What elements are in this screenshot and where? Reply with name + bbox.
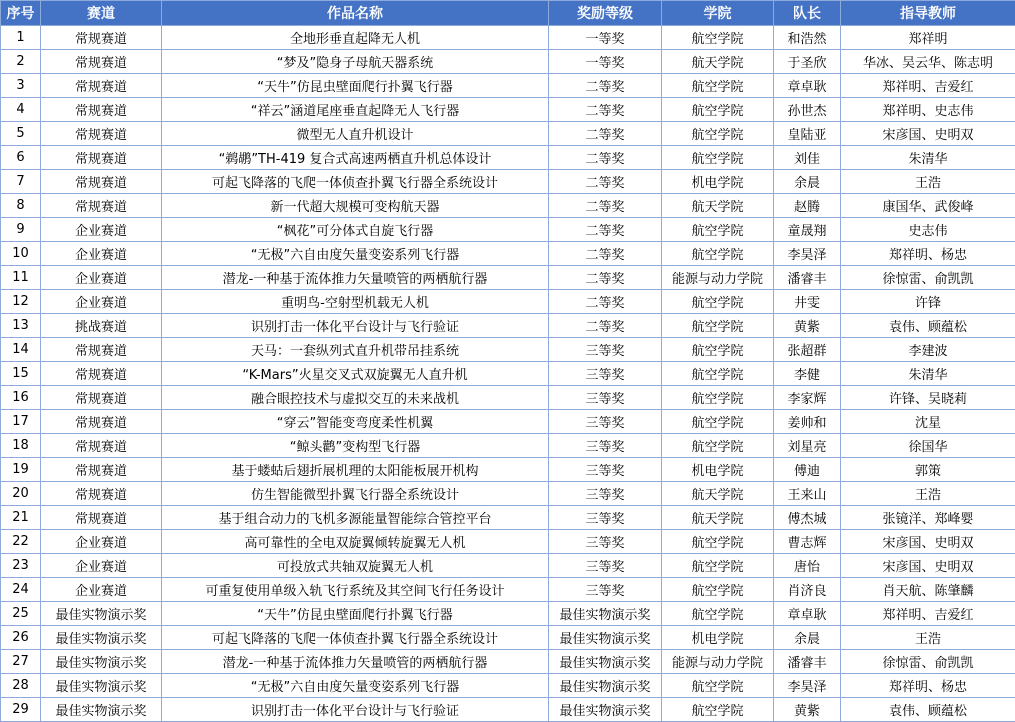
cell-captain: 和浩然	[774, 26, 841, 50]
cell-captain: 曹志辉	[774, 530, 841, 554]
cell-index: 28	[1, 674, 41, 698]
cell-captain: 潘睿丰	[774, 650, 841, 674]
cell-track: 常规赛道	[41, 458, 162, 482]
cell-work-title: 可重复使用单级入轨飞行系统及其空间飞行任务设计	[162, 578, 549, 602]
cell-advisor: 郑祥明	[841, 26, 1015, 50]
cell-award-level: 二等奖	[549, 218, 662, 242]
cell-index: 22	[1, 530, 41, 554]
table-row	[1, 50, 1015, 74]
cell-advisor: 宋彦国、史明双	[841, 122, 1015, 146]
cell-advisor: 王浩	[841, 482, 1015, 506]
cell-award-level: 最佳实物演示奖	[549, 602, 662, 626]
cell-captain: 唐怡	[774, 554, 841, 578]
cell-college: 航空学院	[662, 674, 774, 698]
cell-work-title: 识别打击一体化平台设计与飞行验证	[162, 698, 549, 722]
cell-award-level: 二等奖	[549, 146, 662, 170]
table-row	[1, 554, 1015, 578]
cell-work-title: “鲸头鹳”变构型飞行器	[162, 434, 549, 458]
cell-advisor: 王浩	[841, 170, 1015, 194]
cell-advisor: 朱清华	[841, 362, 1015, 386]
cell-college: 航空学院	[662, 410, 774, 434]
cell-work-title: 重明鸟-空射型机载无人机	[162, 290, 549, 314]
cell-index: 9	[1, 218, 41, 242]
cell-advisor: 史志伟	[841, 218, 1015, 242]
cell-track: 最佳实物演示奖	[41, 698, 162, 722]
cell-track: 最佳实物演示奖	[41, 650, 162, 674]
cell-college: 机电学院	[662, 458, 774, 482]
cell-track: 常规赛道	[41, 98, 162, 122]
cell-advisor: 宋彦国、史明双	[841, 530, 1015, 554]
cell-advisor: 李建波	[841, 338, 1015, 362]
cell-track: 常规赛道	[41, 338, 162, 362]
cell-index: 6	[1, 146, 41, 170]
cell-index: 17	[1, 410, 41, 434]
cell-advisor: 郑祥明、吉爱红	[841, 74, 1015, 98]
cell-college: 航空学院	[662, 314, 774, 338]
cell-college: 航空学院	[662, 362, 774, 386]
cell-advisor: 徐惊雷、俞凯凯	[841, 266, 1015, 290]
cell-index: 5	[1, 122, 41, 146]
table-row	[1, 170, 1015, 194]
cell-award-level: 三等奖	[549, 362, 662, 386]
cell-track: 常规赛道	[41, 194, 162, 218]
cell-captain: 李昊泽	[774, 242, 841, 266]
cell-captain: 余晨	[774, 626, 841, 650]
cell-award-level: 二等奖	[549, 242, 662, 266]
cell-index: 29	[1, 698, 41, 722]
table-row	[1, 194, 1015, 218]
cell-captain: 刘佳	[774, 146, 841, 170]
cell-captain: 傅迪	[774, 458, 841, 482]
cell-track: 最佳实物演示奖	[41, 626, 162, 650]
cell-advisor: 郑祥明、杨忠	[841, 242, 1015, 266]
cell-award-level: 三等奖	[549, 482, 662, 506]
cell-captain: 余晨	[774, 170, 841, 194]
cell-award-level: 二等奖	[549, 314, 662, 338]
cell-advisor: 王浩	[841, 626, 1015, 650]
cell-track: 常规赛道	[41, 410, 162, 434]
cell-advisor: 华冰、吴云华、陈志明	[841, 50, 1015, 74]
cell-work-title: 可投放式共轴双旋翼无人机	[162, 554, 549, 578]
cell-work-title: “无极”六自由度矢量变姿系列飞行器	[162, 674, 549, 698]
cell-captain: 李家辉	[774, 386, 841, 410]
cell-advisor: 肖天航、陈肇麟	[841, 578, 1015, 602]
cell-track: 常规赛道	[41, 146, 162, 170]
cell-index: 11	[1, 266, 41, 290]
cell-award-level: 最佳实物演示奖	[549, 674, 662, 698]
cell-work-title: “鹈鹕”TH-419 复合式高速两栖直升机总体设计	[162, 146, 549, 170]
table-row	[1, 482, 1015, 506]
table-row	[1, 242, 1015, 266]
cell-award-level: 二等奖	[549, 266, 662, 290]
cell-award-level: 二等奖	[549, 122, 662, 146]
cell-track: 常规赛道	[41, 482, 162, 506]
table-row	[1, 290, 1015, 314]
cell-captain: 肖济良	[774, 578, 841, 602]
cell-track: 企业赛道	[41, 530, 162, 554]
cell-track: 常规赛道	[41, 362, 162, 386]
cell-track: 常规赛道	[41, 122, 162, 146]
cell-captain: 傅杰城	[774, 506, 841, 530]
cell-index: 7	[1, 170, 41, 194]
cell-college: 航空学院	[662, 122, 774, 146]
cell-college: 航空学院	[662, 242, 774, 266]
cell-track: 企业赛道	[41, 578, 162, 602]
cell-track: 企业赛道	[41, 266, 162, 290]
cell-work-title: “祥云”涵道尾座垂直起降无人飞行器	[162, 98, 549, 122]
cell-work-title: 潜龙-一种基于流体推力矢量喷管的两栖航行器	[162, 266, 549, 290]
cell-college: 航空学院	[662, 290, 774, 314]
cell-track: 最佳实物演示奖	[41, 674, 162, 698]
cell-track: 企业赛道	[41, 242, 162, 266]
cell-college: 航天学院	[662, 482, 774, 506]
table-row	[1, 650, 1015, 674]
cell-work-title: 高可靠性的全电双旋翼倾转旋翼无人机	[162, 530, 549, 554]
cell-captain: 孙世杰	[774, 98, 841, 122]
cell-track: 常规赛道	[41, 26, 162, 50]
table-row	[1, 338, 1015, 362]
cell-college: 机电学院	[662, 626, 774, 650]
cell-work-title: 潜龙-一种基于流体推力矢量喷管的两栖航行器	[162, 650, 549, 674]
cell-captain: 王来山	[774, 482, 841, 506]
cell-award-level: 三等奖	[549, 410, 662, 434]
cell-award-level: 三等奖	[549, 434, 662, 458]
header-row	[1, 1, 1015, 26]
table-row	[1, 314, 1015, 338]
cell-track: 常规赛道	[41, 74, 162, 98]
cell-award-level: 二等奖	[549, 194, 662, 218]
cell-index: 27	[1, 650, 41, 674]
table-row	[1, 434, 1015, 458]
cell-college: 航空学院	[662, 218, 774, 242]
cell-work-title: 可起飞降落的飞爬一体侦查扑翼飞行器全系统设计	[162, 626, 549, 650]
cell-track: 常规赛道	[41, 170, 162, 194]
cell-advisor: 张镜洋、郑峰婴	[841, 506, 1015, 530]
cell-advisor: 袁伟、顾蕴松	[841, 698, 1015, 722]
cell-advisor: 许锋、吴晓莉	[841, 386, 1015, 410]
cell-college: 航空学院	[662, 98, 774, 122]
cell-work-title: 仿生智能微型扑翼飞行器全系统设计	[162, 482, 549, 506]
cell-college: 航天学院	[662, 194, 774, 218]
cell-college: 航空学院	[662, 578, 774, 602]
table-row	[1, 602, 1015, 626]
cell-work-title: 基于蝼蛄后翅折展机理的太阳能板展开机构	[162, 458, 549, 482]
cell-college: 航空学院	[662, 146, 774, 170]
cell-advisor: 郭策	[841, 458, 1015, 482]
col-header-college: 学院	[662, 1, 774, 26]
cell-work-title: 识别打击一体化平台设计与飞行验证	[162, 314, 549, 338]
table-row	[1, 674, 1015, 698]
cell-index: 26	[1, 626, 41, 650]
cell-captain: 章卓耿	[774, 74, 841, 98]
table-row	[1, 386, 1015, 410]
cell-award-level: 三等奖	[549, 578, 662, 602]
cell-captain: 潘睿丰	[774, 266, 841, 290]
cell-track: 常规赛道	[41, 506, 162, 530]
cell-track: 最佳实物演示奖	[41, 602, 162, 626]
cell-index: 13	[1, 314, 41, 338]
cell-college: 航空学院	[662, 530, 774, 554]
table-row	[1, 410, 1015, 434]
table-row	[1, 98, 1015, 122]
cell-college: 航空学院	[662, 434, 774, 458]
cell-work-title: “天牛”仿昆虫壁面爬行扑翼飞行器	[162, 74, 549, 98]
cell-index: 14	[1, 338, 41, 362]
cell-work-title: “K-Mars”火星交叉式双旋翼无人直升机	[162, 362, 549, 386]
cell-captain: 赵腾	[774, 194, 841, 218]
table-row	[1, 122, 1015, 146]
cell-advisor: 沈星	[841, 410, 1015, 434]
cell-award-level: 二等奖	[549, 290, 662, 314]
cell-index: 12	[1, 290, 41, 314]
cell-college: 航空学院	[662, 386, 774, 410]
cell-college: 航空学院	[662, 74, 774, 98]
cell-advisor: 徐国华	[841, 434, 1015, 458]
cell-work-title: 基于组合动力的飞机多源能量智能综合管控平台	[162, 506, 549, 530]
cell-work-title: 微型无人直升机设计	[162, 122, 549, 146]
cell-captain: 刘星亮	[774, 434, 841, 458]
table-row	[1, 458, 1015, 482]
cell-college: 航空学院	[662, 26, 774, 50]
cell-captain: 姜帅和	[774, 410, 841, 434]
cell-captain: 于圣欣	[774, 50, 841, 74]
cell-track: 挑战赛道	[41, 314, 162, 338]
cell-advisor: 徐惊雷、俞凯凯	[841, 650, 1015, 674]
cell-index: 25	[1, 602, 41, 626]
cell-track: 常规赛道	[41, 434, 162, 458]
cell-index: 21	[1, 506, 41, 530]
cell-work-title: “天牛”仿昆虫壁面爬行扑翼飞行器	[162, 602, 549, 626]
cell-index: 23	[1, 554, 41, 578]
cell-index: 20	[1, 482, 41, 506]
col-header-index: 序号	[1, 1, 41, 26]
table-row	[1, 530, 1015, 554]
cell-college: 航空学院	[662, 698, 774, 722]
cell-captain: 皇陆亚	[774, 122, 841, 146]
cell-captain: 张超群	[774, 338, 841, 362]
cell-advisor: 许锋	[841, 290, 1015, 314]
cell-track: 企业赛道	[41, 290, 162, 314]
table-row	[1, 698, 1015, 722]
cell-advisor: 郑祥明、史志伟	[841, 98, 1015, 122]
cell-track: 企业赛道	[41, 554, 162, 578]
col-header-advisor: 指导教师	[841, 1, 1015, 26]
cell-advisor: 朱清华	[841, 146, 1015, 170]
cell-index: 10	[1, 242, 41, 266]
cell-college: 航天学院	[662, 506, 774, 530]
cell-index: 8	[1, 194, 41, 218]
cell-advisor: 郑祥明、杨忠	[841, 674, 1015, 698]
cell-award-level: 一等奖	[549, 50, 662, 74]
cell-captain: 童晟翔	[774, 218, 841, 242]
cell-index: 24	[1, 578, 41, 602]
table-row	[1, 578, 1015, 602]
cell-advisor: 宋彦国、史明双	[841, 554, 1015, 578]
cell-college: 能源与动力学院	[662, 266, 774, 290]
cell-award-level: 三等奖	[549, 506, 662, 530]
cell-award-level: 二等奖	[549, 170, 662, 194]
cell-index: 2	[1, 50, 41, 74]
table-row	[1, 74, 1015, 98]
cell-work-title: “无极”六自由度矢量变姿系列飞行器	[162, 242, 549, 266]
table-row	[1, 26, 1015, 50]
cell-work-title: “梦及”隐身子母航天器系统	[162, 50, 549, 74]
col-header-work-title: 作品名称	[162, 1, 549, 26]
cell-track: 常规赛道	[41, 386, 162, 410]
cell-track: 企业赛道	[41, 218, 162, 242]
cell-work-title: 融合眼控技术与虚拟交互的未来战机	[162, 386, 549, 410]
cell-captain: 黄紫	[774, 314, 841, 338]
cell-captain: 井雯	[774, 290, 841, 314]
table-row	[1, 626, 1015, 650]
cell-advisor: 袁伟、顾蕴松	[841, 314, 1015, 338]
cell-award-level: 三等奖	[549, 386, 662, 410]
cell-award-level: 三等奖	[549, 530, 662, 554]
cell-captain: 李健	[774, 362, 841, 386]
cell-college: 航空学院	[662, 602, 774, 626]
cell-award-level: 二等奖	[549, 74, 662, 98]
cell-work-title: “枫花”可分体式自旋飞行器	[162, 218, 549, 242]
cell-track: 常规赛道	[41, 50, 162, 74]
cell-advisor: 郑祥明、吉爱红	[841, 602, 1015, 626]
cell-award-level: 最佳实物演示奖	[549, 626, 662, 650]
cell-captain: 李昊泽	[774, 674, 841, 698]
cell-college: 航天学院	[662, 50, 774, 74]
cell-captain: 章卓耿	[774, 602, 841, 626]
table-row	[1, 218, 1015, 242]
cell-award-level: 最佳实物演示奖	[549, 650, 662, 674]
cell-college: 能源与动力学院	[662, 650, 774, 674]
cell-work-title: “穿云”智能变弯度柔性机翼	[162, 410, 549, 434]
cell-index: 4	[1, 98, 41, 122]
table-row	[1, 506, 1015, 530]
table-row	[1, 266, 1015, 290]
table-row	[1, 146, 1015, 170]
col-header-track: 赛道	[41, 1, 162, 26]
cell-college: 机电学院	[662, 170, 774, 194]
cell-index: 3	[1, 74, 41, 98]
cell-work-title: 新一代超大规模可变构航天器	[162, 194, 549, 218]
cell-work-title: 可起飞降落的飞爬一体侦查扑翼飞行器全系统设计	[162, 170, 549, 194]
cell-award-level: 二等奖	[549, 98, 662, 122]
cell-award-level: 三等奖	[549, 338, 662, 362]
cell-work-title: 全地形垂直起降无人机	[162, 26, 549, 50]
cell-index: 19	[1, 458, 41, 482]
col-header-award-level: 奖励等级	[549, 1, 662, 26]
cell-index: 15	[1, 362, 41, 386]
cell-index: 18	[1, 434, 41, 458]
cell-index: 1	[1, 26, 41, 50]
cell-college: 航空学院	[662, 338, 774, 362]
cell-work-title: 天马：一套纵列式直升机带吊挂系统	[162, 338, 549, 362]
cell-award-level: 三等奖	[549, 554, 662, 578]
cell-award-level: 三等奖	[549, 458, 662, 482]
table-row	[1, 362, 1015, 386]
cell-college: 航空学院	[662, 554, 774, 578]
cell-captain: 黄紫	[774, 698, 841, 722]
cell-award-level: 最佳实物演示奖	[549, 698, 662, 722]
col-header-captain: 队长	[774, 1, 841, 26]
cell-award-level: 一等奖	[549, 26, 662, 50]
cell-advisor: 康国华、武俊峰	[841, 194, 1015, 218]
cell-index: 16	[1, 386, 41, 410]
